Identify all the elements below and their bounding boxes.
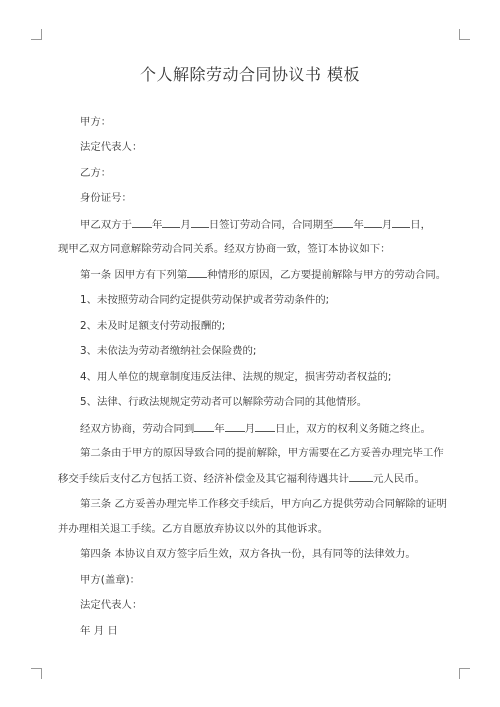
blank-year bbox=[132, 218, 152, 228]
article-2-text-b: 元人民币。 bbox=[372, 473, 425, 485]
termination-line bbox=[58, 422, 431, 436]
blank-term-day bbox=[255, 422, 275, 432]
id-number-line: 身份证号： bbox=[80, 192, 132, 204]
intro-text-3: 月 bbox=[180, 219, 191, 231]
blank-day bbox=[191, 218, 209, 228]
intro-text-2: 年 bbox=[151, 219, 163, 231]
blank-end-day bbox=[392, 218, 410, 228]
blank-term-year bbox=[194, 422, 214, 432]
article-1 bbox=[58, 268, 446, 282]
blank-end-month bbox=[364, 218, 382, 228]
article-1-text-a: 第一条 因甲方有下列第 bbox=[80, 269, 188, 281]
crop-mark-top-right bbox=[459, 29, 470, 40]
article-4: 第四条 本协议自双方签字后生效，双方各执一份，具有同等的法律效力。 bbox=[80, 548, 416, 560]
document-title: 个人解除劳动合同协议书 模板 bbox=[139, 65, 361, 84]
article-3-line-2: 并办理相关退工手续。乙方自愿放弃协议以外的其他诉求。 bbox=[58, 523, 329, 535]
termination-text-b: 年 bbox=[214, 423, 225, 435]
party-a-line: 甲方： bbox=[80, 116, 112, 128]
list-item-2: 2、未及时足额支付劳动报酬的; bbox=[80, 320, 226, 332]
article-3-line-1: 第三条 乙方妥善办理完毕工作移交手续后，甲方向乙方提供劳动合同解除的证明 bbox=[80, 498, 447, 510]
party-b-line: 乙方： bbox=[80, 167, 112, 179]
article-2-line-2 bbox=[58, 472, 425, 486]
list-item-3: 3、未依法为劳动者缴纳社会保险费的; bbox=[80, 345, 257, 357]
legal-rep-line: 法定代表人： bbox=[80, 141, 143, 153]
signature-party-a: 甲方(盖章)： bbox=[80, 574, 141, 586]
list-item-1: 1、未按照劳动合同约定提供劳动保护或者劳动条件的; bbox=[80, 294, 330, 306]
crop-mark-bottom-left bbox=[31, 668, 42, 679]
article-1-text-b: 种情形的原因，乙方要提前解除与甲方的劳动合同。 bbox=[207, 269, 447, 281]
blank-month bbox=[162, 218, 180, 228]
crop-mark-top-left bbox=[31, 29, 42, 40]
list-item-4: 4、用人单位的规章制度违反法律、法规的规定，损害劳动者权益的; bbox=[80, 371, 392, 383]
termination-text-c: 月 bbox=[244, 423, 256, 435]
article-2-line-1: 第二条由于甲方的原因导致合同的提前解除，甲方需要在乙方妥善办理完毕工作 bbox=[80, 447, 444, 459]
crop-mark-bottom-right bbox=[459, 668, 470, 679]
article-2-text-a: 移交手续后支付乙方包括工资、经济补偿金及其它福利待遇共计 bbox=[58, 473, 349, 485]
intro-text-7: 日， bbox=[410, 219, 431, 231]
blank-amount bbox=[349, 472, 373, 482]
termination-text-a: 经双方协商，劳动合同到 bbox=[80, 423, 195, 435]
intro-text-1: 甲乙双方于 bbox=[80, 219, 132, 231]
intro-text-5: 年 bbox=[353, 219, 364, 231]
intro-text-4: 日签订劳动合同，合同期至 bbox=[208, 219, 334, 231]
signature-legal-rep: 法定代表人： bbox=[80, 599, 143, 611]
blank-case-number bbox=[187, 268, 207, 278]
termination-text-d: 日止，双方的权利义务随之终止。 bbox=[275, 423, 431, 435]
blank-end-year bbox=[333, 218, 353, 228]
intro-text-6: 月 bbox=[381, 219, 393, 231]
list-item-5: 5、法律、行政法规规定劳动者可以解除劳动合同的其他情形。 bbox=[80, 396, 368, 408]
intro-line-1 bbox=[58, 218, 431, 232]
blank-term-month bbox=[225, 422, 245, 432]
signature-date: 年 月 日 bbox=[80, 625, 118, 637]
intro-line-2: 现甲乙双方同意解除劳动合同关系。经双方协商一致，签订本协议如下： bbox=[58, 243, 391, 255]
